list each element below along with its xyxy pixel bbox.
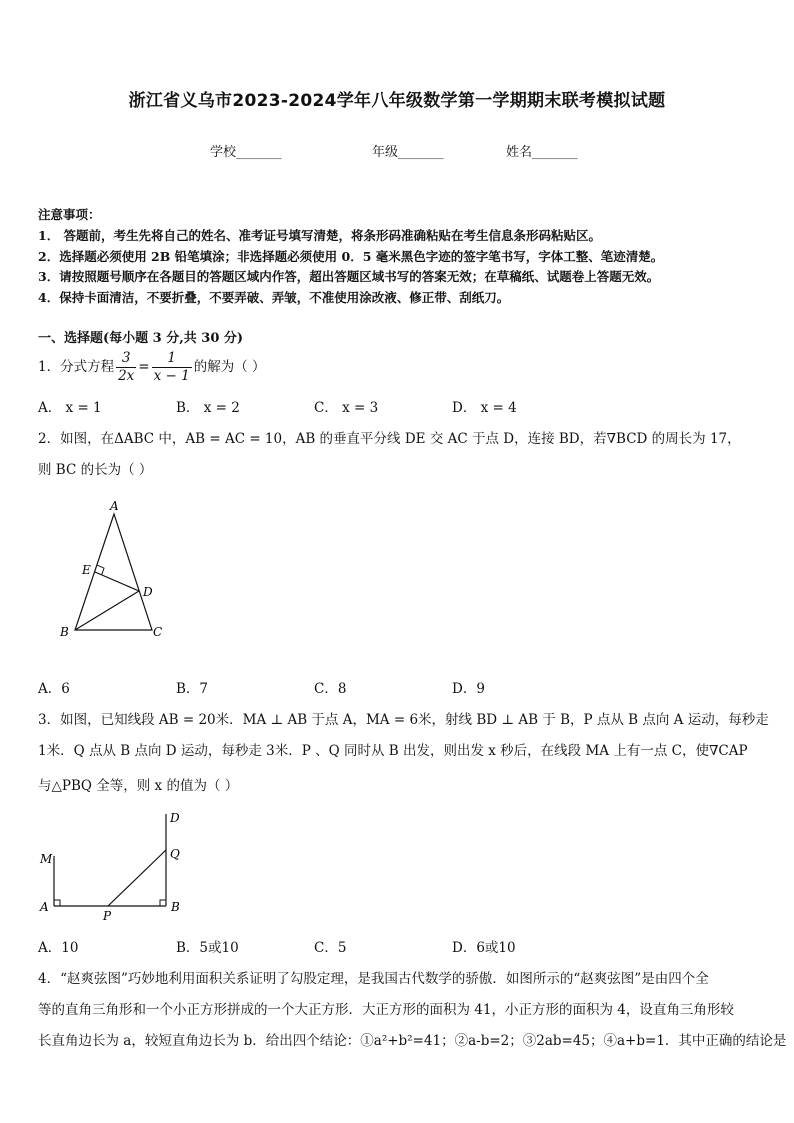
q1-option-c: C． x = 3 — [314, 400, 379, 416]
q3-option-c: C．5 — [314, 940, 347, 956]
q1-suffix: 的解为（ ） — [193, 359, 266, 375]
note-item-3: 3．请按照题号顺序在各题目的答题区域内作答，超出答题区域书写的答案无效；在草稿纸、试题卷上答题无效。 — [38, 269, 660, 284]
q1-frac2-den: x − 1 — [153, 368, 190, 384]
name-field: 姓名_______ — [506, 145, 578, 160]
q2-option-c: C．8 — [314, 681, 347, 697]
q2-option-d: D．9 — [452, 681, 485, 697]
school-field: 学校_______ — [210, 145, 282, 160]
right-angle-mark-b — [160, 900, 166, 906]
q1-frac2-num: 1 — [152, 350, 192, 368]
q1-equals: = — [138, 359, 150, 375]
q4-line-1: 4．“赵爽弦图”巧妙地利用面积关系证明了勾股定理，是我国古代数学的骄傲．如图所示的“赵爽弦图”是由四个全 — [38, 971, 709, 987]
q3-option-a: A．10 — [38, 940, 79, 956]
exam-title: 浙江省义乌市2023-2024学年八年级数学第一学期期末联考模拟试题 — [128, 91, 666, 111]
segment-bd — [75, 591, 139, 630]
q3-line-2: 1米．Q 点从 B 点向 D 运动，每秒走 3米．P 、Q 同时从 B 出发，则出发 x 秒后，在线段 MA 上有一点 C，使∇CAP — [38, 743, 748, 759]
q4-line-2: 等的直角三角形和一个小正方形拼成的一个大正方形．大正方形的面积为 41，小正方形的面积为 4，设直角三角形较 — [38, 1002, 734, 1018]
q1-prefix: 1．分式方程 — [38, 359, 115, 375]
question-1 — [38, 347, 266, 387]
label-a: A — [40, 900, 49, 914]
q1-fraction-left — [116, 350, 136, 385]
q1-option-b: B． x = 2 — [176, 400, 240, 416]
label-p: P — [103, 909, 112, 923]
note-item-2: 2．选择题必须使用 2B 铅笔填涂；非选择题必须使用 0．5 毫米黑色字迹的签字笔书写，字体工整、笔迹清楚。 — [38, 249, 664, 264]
section-title: 一、选择题(每小题 3 分,共 30 分) — [38, 331, 244, 346]
q3-option-d: D．6或10 — [452, 940, 516, 956]
q3-line-figure — [36, 808, 196, 924]
label-m: M — [40, 852, 53, 866]
label-d: D — [143, 585, 153, 599]
q2-line-2: 则 BC 的长为（ ） — [38, 462, 153, 478]
q3-line-1: 3．如图，已知线段 AB = 20米．MA ⊥ AB 于点 A，MA = 6米，射线 BD ⊥ AB 于 B，P 点从 B 点向 A 运动，每秒走 — [38, 712, 769, 728]
label-b: B — [171, 900, 180, 914]
label-c: C — [153, 625, 163, 639]
q1-frac1-den: 2x — [118, 368, 135, 384]
note-item-4: 4．保持卡面清洁，不要折叠，不要弄破、弄皱，不准使用涂改液、修正带、刮纸刀。 — [38, 290, 510, 305]
q1-option-d: D． x = 4 — [452, 400, 517, 416]
label-b: B — [60, 625, 69, 639]
grade-field: 年级_______ — [372, 145, 444, 160]
q3-line-3: 与△PBQ 全等，则 x 的值为（ ） — [38, 778, 239, 794]
q2-triangle-figure — [55, 496, 175, 646]
label-e: E — [82, 563, 91, 577]
q2-option-b: B．7 — [176, 681, 209, 697]
notes-label: 注意事项： — [38, 207, 101, 222]
note-item-1: 1． 答题前，考生先将自己的姓名、准考证号填写清楚，将条形码准确粘贴在考生信息条形码粘贴区。 — [38, 228, 602, 243]
label-q: Q — [170, 847, 180, 861]
q1-option-a: A． x = 1 — [38, 400, 102, 416]
q2-option-a: A．6 — [38, 681, 70, 697]
q3-option-b: B．5或10 — [176, 940, 239, 956]
label-a: A — [110, 499, 119, 513]
label-d: D — [170, 811, 180, 825]
q1-frac1-num: 3 — [116, 350, 136, 368]
segment-pq — [108, 850, 166, 906]
right-angle-mark-a — [54, 900, 60, 906]
q2-line-1: 2．如图，在ΔABC 中，AB = AC = 10，AB 的垂直平分线 DE 交 AC 于点 D，连接 BD，若∇BCD 的周长为 17， — [38, 431, 741, 447]
q4-line-3: 长直角边长为 a，较短直角边长为 b．给出四个结论：①a²+b²=41；②a-b=2；③2ab=45；④a+b=1．其中正确的结论是 — [38, 1033, 787, 1049]
q1-fraction-right — [152, 350, 192, 385]
